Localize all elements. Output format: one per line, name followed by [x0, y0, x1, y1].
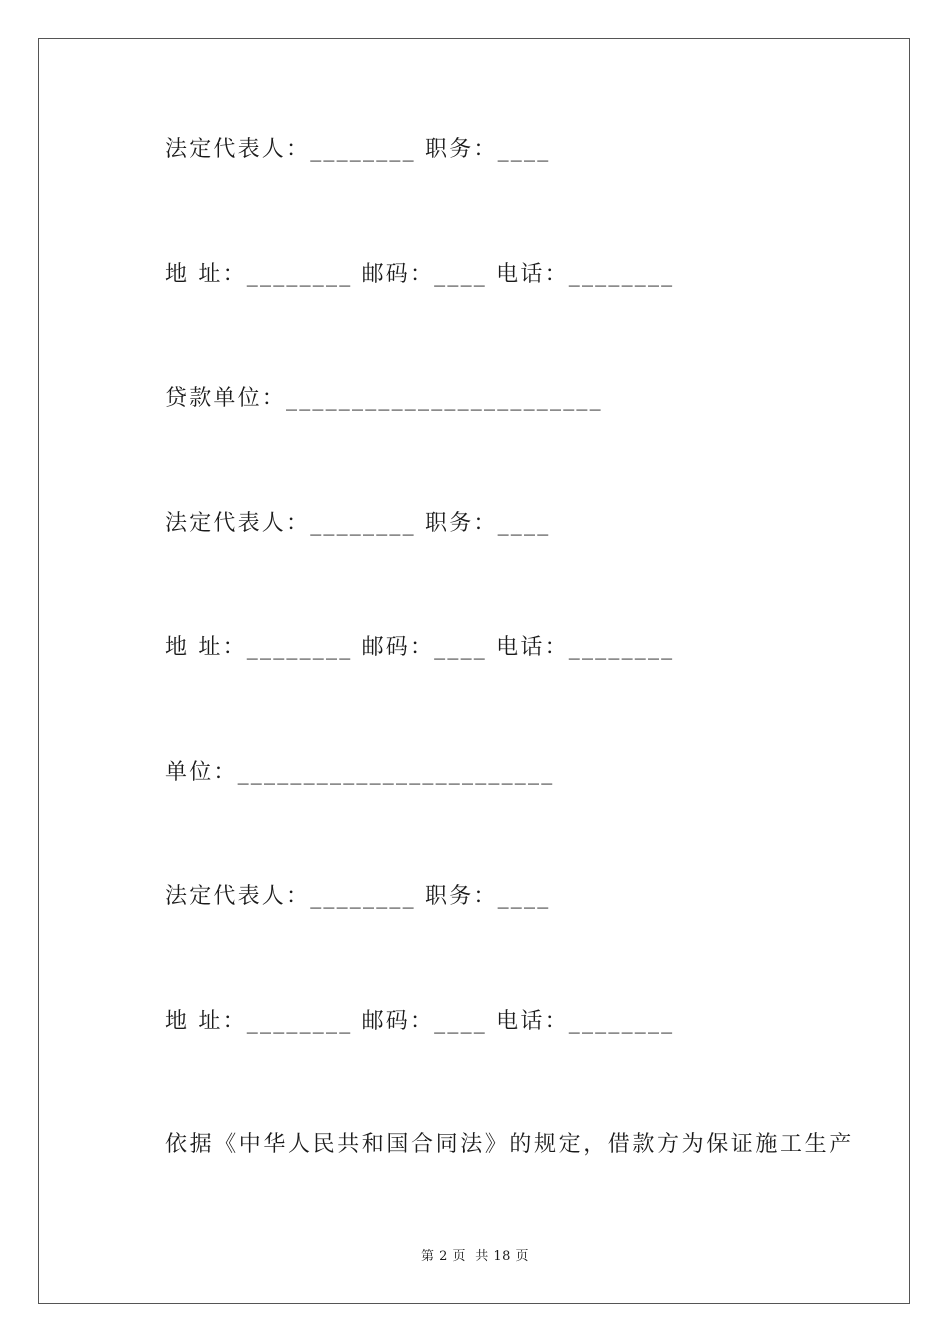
page-frame [38, 38, 910, 1304]
legal-rep-line-1: 法定代表人：________ 职务：____ [165, 137, 551, 162]
address-line-3: 地 址：________ 邮码：____ 电话：________ [165, 1009, 675, 1034]
address-line-1: 地 址：________ 邮码：____ 电话：________ [165, 262, 675, 287]
address-line-2: 地 址：________ 邮码：____ 电话：________ [165, 635, 675, 660]
legal-rep-line-2: 法定代表人：________ 职务：____ [165, 511, 551, 536]
unit-line: 单位：________________________ [165, 760, 555, 785]
contract-paragraph: 依据《中华人民共和国合同法》的规定，借款方为保证施工生产 [165, 1132, 854, 1157]
page-number-footer: 第 2 页 共 18 页 [420, 1249, 530, 1264]
legal-rep-line-3: 法定代表人：________ 职务：____ [165, 884, 551, 909]
lending-unit-line: 贷款单位：________________________ [165, 386, 603, 411]
